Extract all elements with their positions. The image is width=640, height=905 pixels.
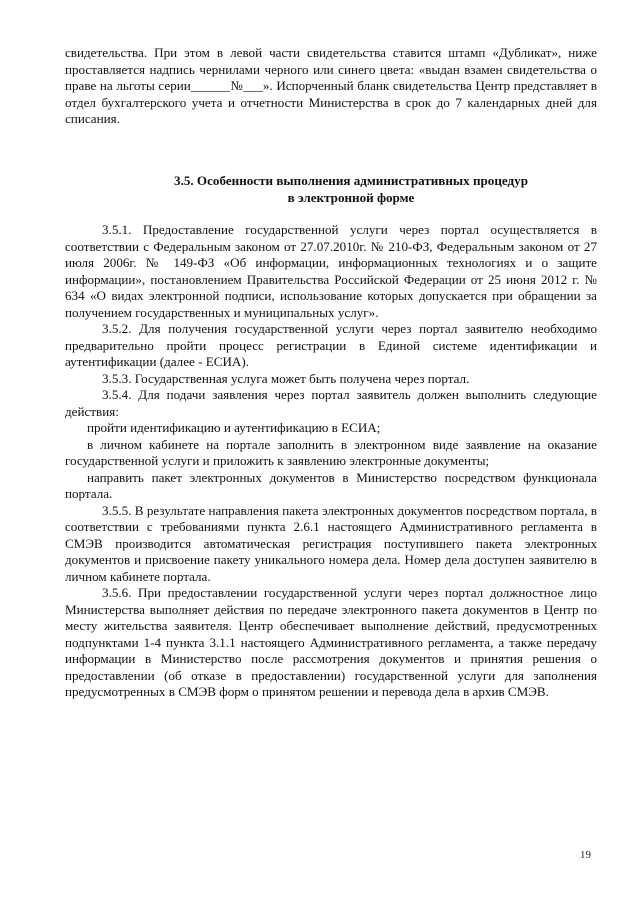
paragraph-3-5-6: 3.5.6. При предоставлении государственной услуги через портал должностное лицо Министерства выполняет действия по передаче электронного пакета документов в Центр по месту жительства заявителя. Центр обеспечивает выполнение действий, предусмотренных подпунктами 1-4 пункта 3.1.1 настоящего Административного регламента, а также передачу информации в Министерство после рассмотрения документов и принятия решения о предоставлении (об отказе в предоставлении) государственной услуги для заполнения предусмотренных в СМЭВ форм о принятом решении и перевода дела в архив СМЭВ. [65, 585, 597, 699]
step-item-2: в личном кабинете на портале заполнить в электронном виде заявление на оказание государственной услуги и приложить к заявлению электронные документы; [65, 436, 597, 468]
paragraph-3-5-1: 3.5.1. Предоставление государственной услуги через портал осуществляется в соответствии с Федеральным законом от 27.07.2010г. № 210-ФЗ, Федеральным законом от 27 июля 2006г. № 149-ФЗ «Об информации, информационных технологиях и о защите информации», постановлением Правительства Российской Федерации от 25 июня 2012 г. № 634 «О видах электронной подписи, использование которых допускается при обращении за получением государственных и муниципальных услуг». [65, 222, 597, 320]
step-item-3: направить пакет электронных документов в Министерство посредством функционала портала. [65, 469, 597, 501]
step-item-1: пройти идентификацию и аутентификацию в ЕСИА; [87, 420, 381, 435]
section-body [65, 222, 597, 701]
paragraph-3-5-2: 3.5.2. Для получения государственной услуги через портал заявителю необходимо предварительно пройти процесс регистрации в Единой системе идентификации и аутентификации (далее - ЕСИА). [65, 321, 597, 369]
intro-block [65, 45, 597, 128]
page-number: 19 [580, 849, 591, 861]
paragraph-3-5-4: 3.5.4. Для подачи заявления через портал заявитель должен выполнить следующие действия: [65, 387, 597, 419]
section-heading-line-2: в электронной форме [287, 190, 415, 205]
section-heading-line-1: 3.5. Особенности выполнения административных процедур [174, 173, 528, 188]
paragraph-3-5-3: 3.5.3. Государственная услуга может быть получена через портал. [102, 370, 470, 386]
paragraph-3-5-5: 3.5.5. В результате направления пакета электронных документов посредством портала, в соответствии с требованиями пункта 2.6.1 настоящего Административного регламента в СМЭВ производится автоматическая регистрация поступившего пакета электронных документов и присвоение пакету уникального номера дела. Номер дела доступен заявителю в личном кабинете портала. [65, 502, 597, 584]
intro-paragraph: свидетельства. При этом в левой части свидетельства ставится штамп «Дубликат», ниже проставляется надпись чернилами черного или синего цвета: «выдан взамен свидетельства о праве на льготы серии______№___». Испорченный бланк свидетельства Центр представляет в отдел бухгалтерского учета и отчетности Министерства в срок до 7 календарных дней для списания. [65, 45, 597, 126]
section-heading [65, 172, 597, 206]
section-heading-block [65, 172, 597, 206]
